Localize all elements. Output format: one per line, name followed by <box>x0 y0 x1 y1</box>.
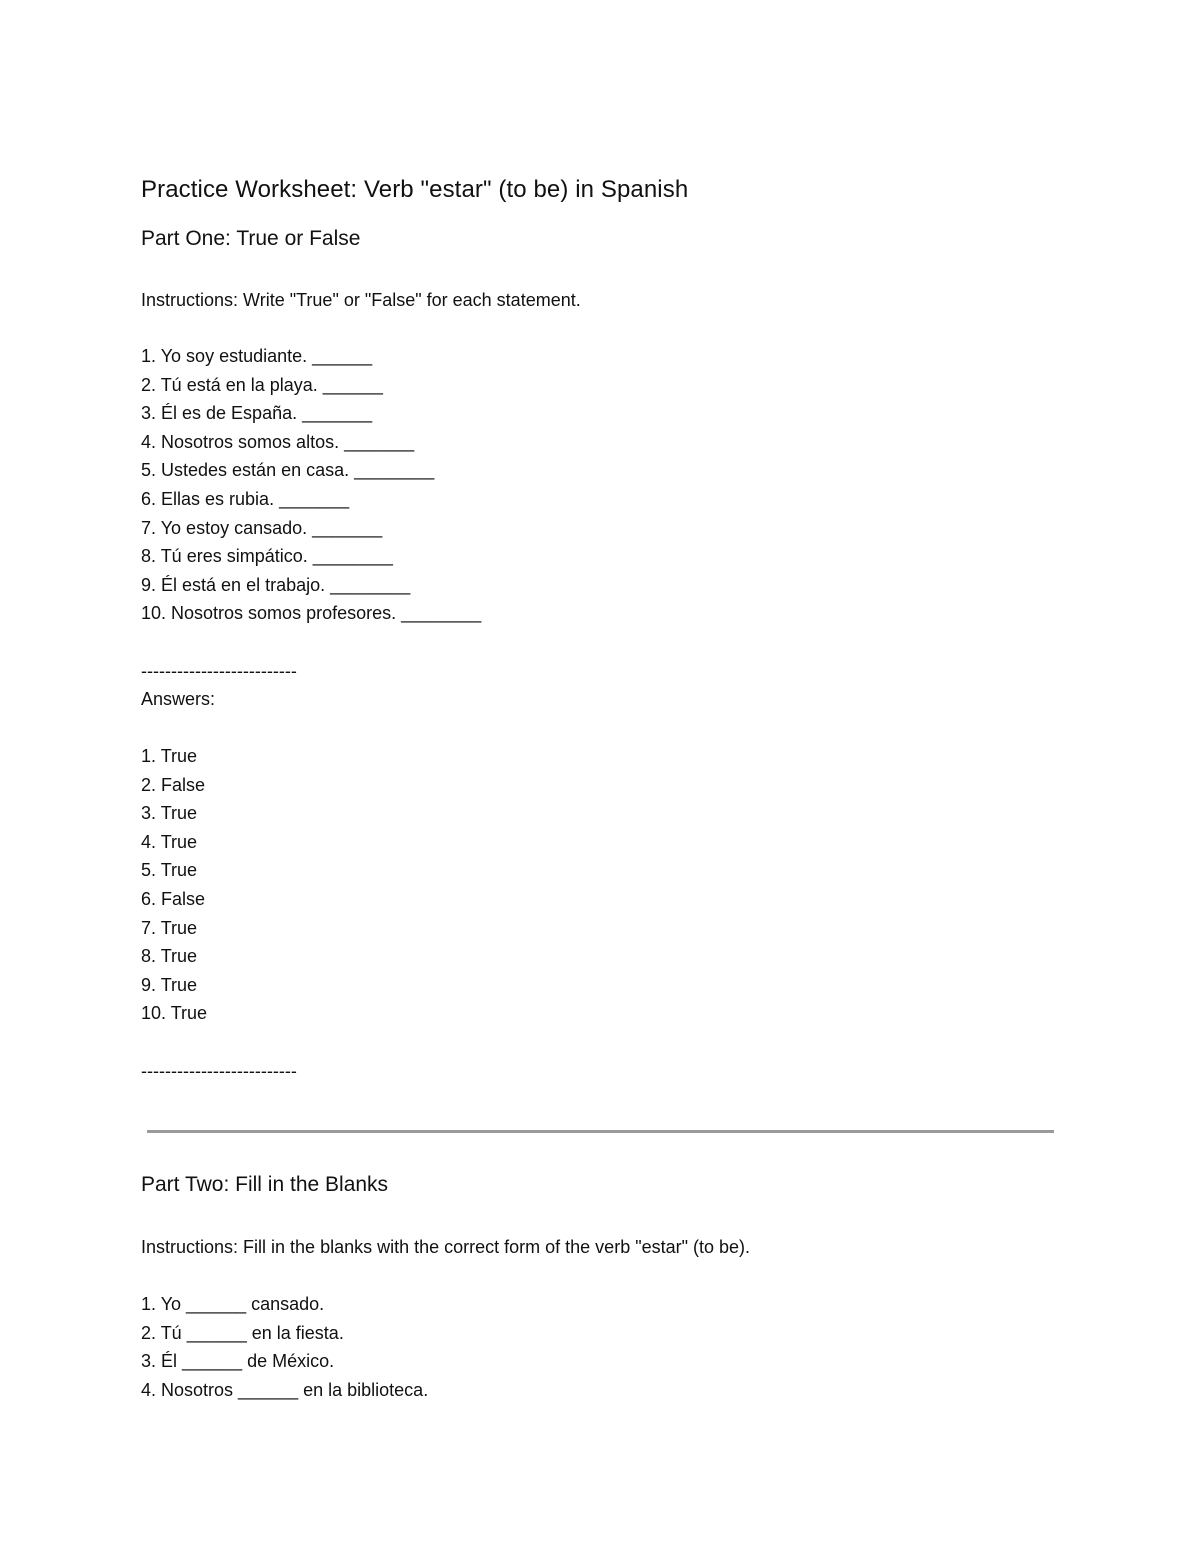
answer-item: 2. False <box>141 774 206 795</box>
statement-item: 6. Ellas es rubia. _______ <box>141 488 350 509</box>
part-one-heading: Part One: True or False <box>141 227 361 250</box>
answer-item: 1. True <box>141 746 198 766</box>
blank-item: 3. Él ______ de México. <box>141 1351 335 1372</box>
statement-item: 8. Tú eres simpático. ________ <box>141 546 393 567</box>
statement-item: 9. Él está en el trabajo. ________ <box>141 574 411 595</box>
part-two-blank-list <box>141 1290 428 1404</box>
blank-item: 4. Nosotros ______ en la biblioteca. <box>141 1379 429 1400</box>
part-one-instructions: Instructions: Write "True" or "False" for each statement. <box>141 290 581 310</box>
statement-item: 2. Tú está en la playa. ______ <box>141 374 383 395</box>
page-title: Practice Worksheet: Verb "estar" (to be) in Spanish <box>141 176 689 203</box>
separator-bottom: -------------------------- <box>141 1061 297 1081</box>
answer-item: 4. True <box>141 831 198 852</box>
statement-item: 10. Nosotros somos profesores. ________ <box>141 603 482 624</box>
answer-item: 8. True <box>141 946 198 967</box>
statement-item: 5. Ustedes están en casa. ________ <box>141 460 435 481</box>
horizontal-divider <box>147 1130 1054 1133</box>
statement-item: 3. Él es de España. _______ <box>141 403 373 424</box>
answer-item: 10. True <box>141 1003 208 1024</box>
answer-item: 9. True <box>141 974 198 995</box>
part-two-instructions: Instructions: Fill in the blanks with the correct form of the verb "estar" (to be). <box>141 1237 751 1257</box>
statement-item: 7. Yo estoy cansado. _______ <box>141 517 383 538</box>
separator-top: -------------------------- <box>141 661 297 681</box>
answers-list <box>141 742 207 1028</box>
answer-item: 7. True <box>141 917 198 938</box>
answers-label: Answers: <box>141 689 216 709</box>
part-one-statement-list <box>141 342 481 628</box>
statement-item: 1. Yo soy estudiante. ______ <box>141 346 373 366</box>
blank-item: 1. Yo ______ cansado. <box>141 1294 325 1314</box>
answer-item: 3. True <box>141 803 198 824</box>
part-two-heading: Part Two: Fill in the Blanks <box>141 1173 389 1196</box>
blank-item: 2. Tú ______ en la fiesta. <box>141 1322 344 1343</box>
statement-item: 4. Nosotros somos altos. _______ <box>141 431 415 452</box>
answer-item: 6. False <box>141 888 206 909</box>
answer-item: 5. True <box>141 860 198 881</box>
